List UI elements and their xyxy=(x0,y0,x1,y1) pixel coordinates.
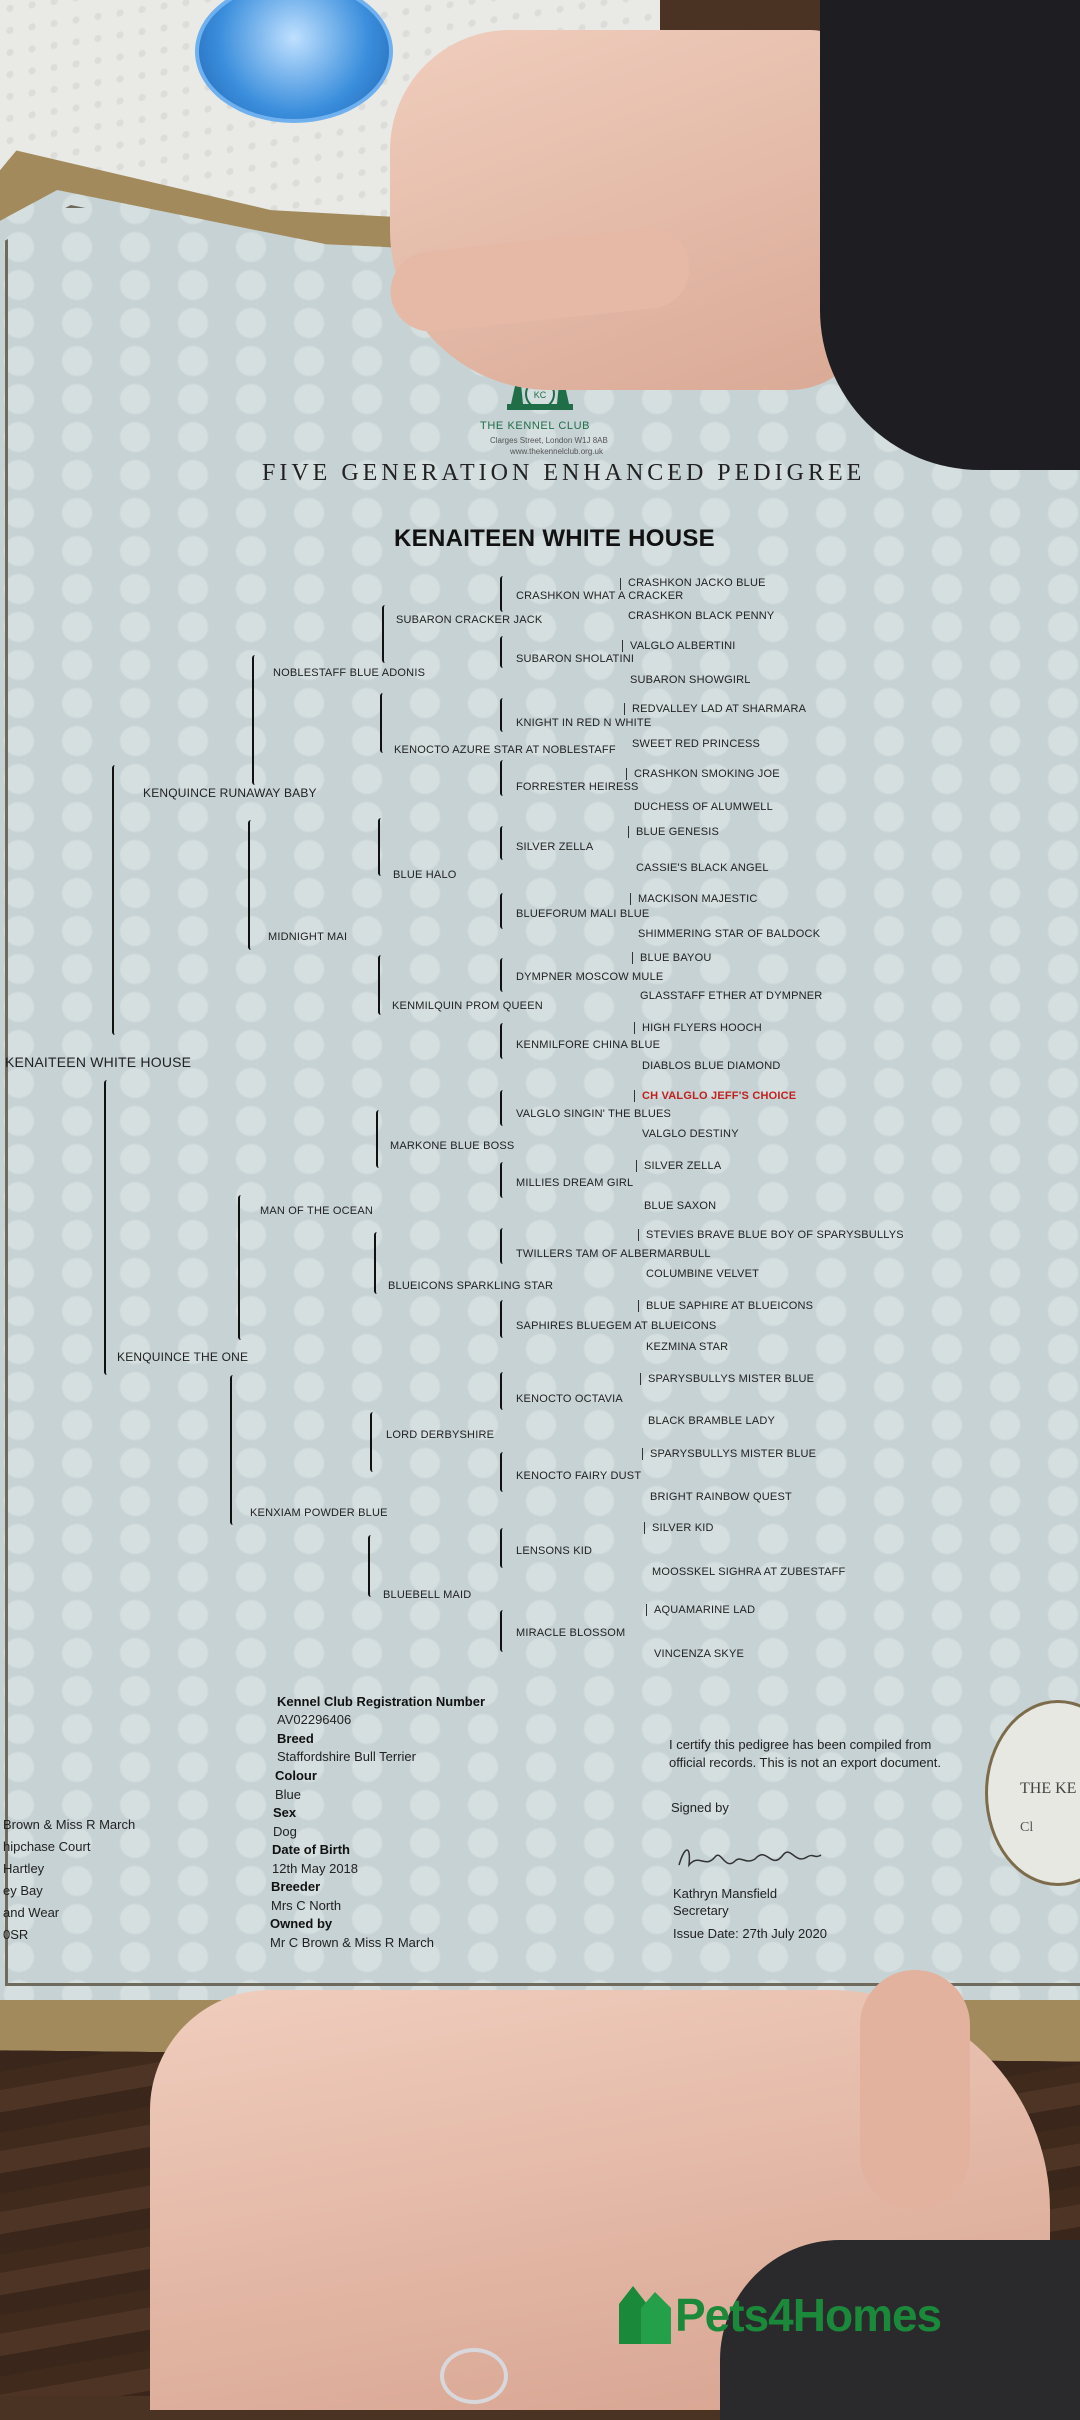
tick xyxy=(626,768,627,780)
bracket xyxy=(248,820,254,950)
document-title: FIVE GENERATION ENHANCED PEDIGREE xyxy=(262,460,866,486)
gen5-name: MACKISON MAJESTIC xyxy=(638,893,758,905)
gen2-name: MIDNIGHT MAI xyxy=(268,931,348,943)
gen5-name: BLACK BRAMBLE LADY xyxy=(648,1415,776,1427)
bracket xyxy=(500,698,506,732)
issuer-name: THE KENNEL CLUB xyxy=(480,420,591,432)
gen5-name: DIABLOS BLUE DIAMOND xyxy=(642,1060,781,1072)
gen1-dam: KENQUINCE THE ONE xyxy=(117,1350,249,1364)
bracket xyxy=(112,765,118,1035)
signatory-name: Kathryn Mansfield xyxy=(673,1886,778,1901)
gen4-name: KENOCTO FAIRY DUST xyxy=(516,1470,642,1482)
address-line: and Wear xyxy=(3,1905,60,1920)
dog-name-heading: KENAITEEN WHITE HOUSE xyxy=(394,525,715,552)
address-line: Hartley xyxy=(3,1861,45,1876)
gen2-name: MAN OF THE OCEAN xyxy=(260,1205,374,1217)
breeder-label: Breeder xyxy=(271,1879,321,1894)
bracket xyxy=(500,1090,506,1126)
gen5-name: BLUE GENESIS xyxy=(636,826,720,838)
svg-text:KC: KC xyxy=(533,390,547,400)
reg-value: AV02296406 xyxy=(277,1712,352,1727)
gen5-name: COLUMBINE VELVET xyxy=(646,1268,760,1280)
gen5-name: DUCHESS OF ALUMWELL xyxy=(634,801,773,813)
issuer-address: Clarges Street, London W1J 8AB xyxy=(490,436,608,445)
gen3-name: BLUEICONS SPARKLING STAR xyxy=(388,1280,554,1292)
gen5-name: STEVIES BRAVE BLUE BOY OF SPARYSBULLYS xyxy=(646,1229,904,1241)
gen5-name: HIGH FLYERS HOOCH xyxy=(642,1022,762,1034)
bracket xyxy=(500,1528,506,1568)
gen3-name: KENMILQUIN PROM QUEEN xyxy=(392,1000,543,1012)
bracket xyxy=(376,1110,382,1168)
bracket xyxy=(500,760,506,796)
gen5-name: VINCENZA SKYE xyxy=(654,1648,745,1660)
signatory-title: Secretary xyxy=(673,1903,729,1918)
bracket xyxy=(382,605,388,663)
hand-top xyxy=(390,30,870,390)
gen5-name: BLUE SAPHIRE AT BLUEICONS xyxy=(646,1300,814,1312)
colour-value: Blue xyxy=(275,1787,302,1802)
gen1-sire: KENQUINCE RUNAWAY BABY xyxy=(143,786,317,800)
gen4-name: MILLIES DREAM GIRL xyxy=(516,1177,634,1189)
pets4homes-logo xyxy=(615,2280,941,2350)
tick xyxy=(642,1448,643,1460)
bracket xyxy=(500,1372,506,1410)
signed-label: Signed by xyxy=(671,1800,729,1815)
tick xyxy=(638,1229,639,1241)
gen5-name: AQUAMARINE LAD xyxy=(654,1604,756,1616)
gen4-name: KENMILFORE CHINA BLUE xyxy=(516,1039,661,1051)
dob-label: Date of Birth xyxy=(272,1842,350,1857)
dob-value: 12th May 2018 xyxy=(272,1861,359,1876)
breeder-value: Mrs C North xyxy=(271,1898,342,1913)
address-line: 0SR xyxy=(3,1927,29,1942)
gen5-name: SUBARON SHOWGIRL xyxy=(630,674,751,686)
certification-line: official records. This is not an export document. xyxy=(669,1755,941,1770)
owner-value: Mr C Brown & Miss R March xyxy=(270,1935,434,1950)
bracket xyxy=(378,955,384,1015)
gen5-name: SHIMMERING STAR OF BALDOCK xyxy=(638,928,821,940)
address-line: ey Bay xyxy=(3,1883,43,1898)
gen5-name-highlighted: CH VALGLO JEFF'S CHOICE xyxy=(642,1090,797,1102)
bracket xyxy=(252,655,258,785)
bracket xyxy=(500,893,506,929)
gen4-name: SUBARON SHOLATINI xyxy=(516,653,635,665)
bracket xyxy=(500,1228,506,1264)
bracket xyxy=(500,1452,506,1492)
breed-value: Staffordshire Bull Terrier xyxy=(277,1749,416,1764)
tick xyxy=(640,1373,641,1385)
issue-date: Issue Date: 27th July 2020 xyxy=(673,1926,827,1941)
thumb xyxy=(860,1970,970,2210)
sex-value: Dog xyxy=(273,1824,297,1839)
colour-label: Colour xyxy=(275,1768,317,1783)
signature-image xyxy=(675,1835,825,1885)
gen4-name: SILVER ZELLA xyxy=(516,841,594,853)
gen4-name: LENSONS KID xyxy=(516,1545,593,1557)
owner-label: Owned by xyxy=(270,1916,333,1931)
bracket xyxy=(500,1610,506,1652)
gen4-name: MIRACLE BLOSSOM xyxy=(516,1627,626,1639)
gen3-name: KENOCTO AZURE STAR AT NOBLESTAFF xyxy=(394,744,616,756)
gen5-name: SPARYSBULLYS MISTER BLUE xyxy=(650,1448,817,1460)
tick xyxy=(634,1022,635,1034)
gen3-name: LORD DERBYSHIRE xyxy=(386,1429,495,1441)
gen5-name: BLUE BAYOU xyxy=(640,952,712,964)
gen3-name: BLUE HALO xyxy=(393,869,457,881)
gen5-name: SILVER KID xyxy=(652,1522,714,1534)
gen5-name: BRIGHT RAINBOW QUEST xyxy=(650,1491,792,1503)
gen4-name: BLUEFORUM MALI BLUE xyxy=(516,908,650,920)
breed-label: Breed xyxy=(277,1731,314,1746)
gen3-name: MARKONE BLUE BOSS xyxy=(390,1140,515,1152)
gen5-name: MOOSSKEL SIGHRA AT ZUBESTAFF xyxy=(652,1566,846,1578)
gen3-name: BLUEBELL MAID xyxy=(383,1589,472,1601)
issuer-website: www.thekennelclub.org.uk xyxy=(510,447,603,456)
address-line: hipchase Court xyxy=(3,1839,91,1854)
bracket xyxy=(500,1300,506,1338)
gen5-name: CRASHKON JACKO BLUE xyxy=(628,577,766,589)
tick xyxy=(628,826,629,838)
gen3-name: SUBARON CRACKER JACK xyxy=(396,614,543,626)
gen5-name: VALGLO DESTINY xyxy=(642,1128,739,1140)
bracket xyxy=(374,1232,380,1294)
tick xyxy=(624,703,625,715)
sleeve xyxy=(820,0,1080,470)
gen4-name: FORRESTER HEIRESS xyxy=(516,781,639,793)
sex-label: Sex xyxy=(273,1805,297,1820)
tick xyxy=(644,1522,645,1534)
bracket xyxy=(500,958,506,992)
bracket xyxy=(500,576,506,612)
certification-line: I certify this pedigree has been compiled from xyxy=(669,1737,932,1752)
bracket xyxy=(370,1412,376,1472)
gen5-name: REDVALLEY LAD AT SHARMARA xyxy=(632,703,807,715)
tick xyxy=(638,1300,639,1312)
gen5-name: KEZMINA STAR xyxy=(646,1341,729,1353)
gen5-name: SILVER ZELLA xyxy=(644,1160,722,1172)
bracket xyxy=(104,1080,110,1375)
gen5-name: SWEET RED PRINCESS xyxy=(632,738,761,750)
tick xyxy=(634,1090,635,1102)
gen5-name: CRASHKON BLACK PENNY xyxy=(628,610,775,622)
bracket xyxy=(500,826,506,860)
bracket xyxy=(380,693,386,753)
gen4-name: KENOCTO OCTAVIA xyxy=(516,1393,623,1405)
gen5-name: VALGLO ALBERTINI xyxy=(630,640,736,652)
gen4-name: KNIGHT IN RED N WHITE xyxy=(516,717,652,729)
gen5-name: CASSIE'S BLACK ANGEL xyxy=(636,862,769,874)
gen4-name: CRASHKON WHAT A CRACKER xyxy=(516,590,684,602)
tick xyxy=(646,1604,647,1616)
bracket xyxy=(238,1195,244,1340)
seal-text-bottom: Cl xyxy=(1020,1820,1034,1835)
gen2-name: NOBLESTAFF BLUE ADONIS xyxy=(273,667,426,679)
gen5-name: SPARYSBULLYS MISTER BLUE xyxy=(648,1373,815,1385)
tick xyxy=(620,578,621,590)
gen4-name: SAPHIRES BLUEGEM AT BLUEICONS xyxy=(516,1320,717,1332)
reg-label: Kennel Club Registration Number xyxy=(277,1694,486,1709)
bracket xyxy=(500,636,506,668)
gen5-name: GLASSTAFF ETHER AT DYMPNER xyxy=(640,990,823,1002)
tick xyxy=(632,952,633,964)
bracket xyxy=(230,1375,236,1525)
bracket xyxy=(368,1535,374,1597)
gen5-name: CRASHKON SMOKING JOE xyxy=(634,768,780,780)
gen4-name: DYMPNER MOSCOW MULE xyxy=(516,971,664,983)
seal-text: THE KE xyxy=(1020,1780,1077,1797)
gen2-name: KENXIAM POWDER BLUE xyxy=(250,1507,388,1519)
bracket xyxy=(500,1023,506,1059)
address-line: Brown & Miss R March xyxy=(3,1817,136,1832)
gen4-name: VALGLO SINGIN' THE BLUES xyxy=(516,1108,672,1120)
bracket xyxy=(378,818,384,876)
tick xyxy=(636,1160,637,1172)
bracket xyxy=(500,1162,506,1198)
pets4homes-logo-icon xyxy=(615,2278,675,2353)
pedigree-subject: KENAITEEN WHITE HOUSE xyxy=(5,1054,192,1070)
tick xyxy=(622,640,623,652)
tick xyxy=(630,893,631,905)
gen5-name: BLUE SAXON xyxy=(644,1200,717,1212)
gen4-name: TWILLERS TAM OF ALBERMARBULL xyxy=(516,1248,711,1260)
pets4homes-logo-text: Pets4Homes xyxy=(675,2289,942,2341)
